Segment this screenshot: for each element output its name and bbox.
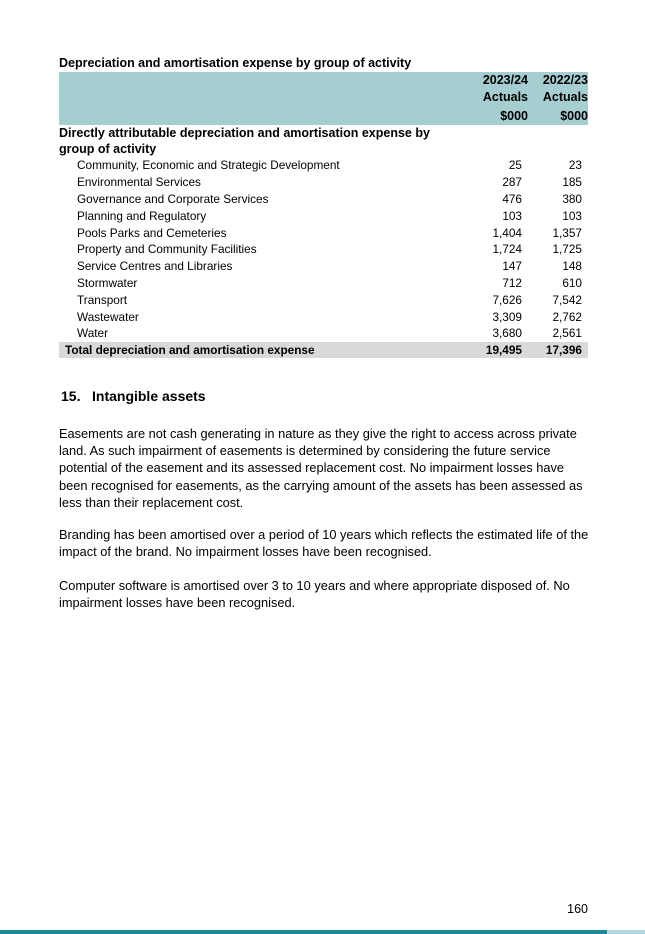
table-row: Property and Community Facilities 1,724 1,725 [77,242,582,257]
table-row: Wastewater 3,309 2,762 [77,309,582,324]
section-number: 15. [61,388,81,404]
table-total-row [59,342,588,358]
section-heading: Directly attributable depreciation and amortisation expense by group of activity [59,126,430,156]
table-row: Service Centres and Libraries 147 148 [77,259,582,274]
total-2022-23: 17,396 [528,342,588,358]
column-header-2023-24 [468,72,528,125]
header-blank-cell [59,72,468,125]
paragraph-easements: Easements are not cash generating in nature as they give the right to access across private land. As such impairment of easements is determined by considering the future service potential of the easement and its assessed replacement cost. No impairment losses have been recognised for easements, as the carrying amount of the assets has been assessed as less than their replacement cost. [59,426,583,510]
table-row: Stormwater 712 610 [77,275,582,290]
column-label: Actuals [482,90,528,104]
table-row: Water 3,680 2,561 [77,326,582,341]
column-label: Actuals [542,90,588,104]
section-title: Intangible assets [92,388,206,404]
table-section-row [59,125,588,157]
column-header-2022-23 [528,72,588,125]
column-year: 2022/23 [542,73,588,87]
page-number: 160 [567,902,588,916]
column-unit: $000 [560,109,588,123]
paragraph-branding: Branding has been amortised over a period of 10 years which reflects the estimated life of the impact of the brand. No impairment losses have been recognised. [59,527,589,560]
table-row: Governance and Corporate Services 476 380 [77,191,582,206]
column-year: 2023/24 [482,73,528,87]
section-heading-intangible-assets [61,388,206,404]
footer-accent [607,930,645,934]
table-title: Depreciation and amortisation expense by group of activity [59,56,412,70]
table-row: Environmental Services 287 185 [77,175,582,190]
column-unit: $000 [500,109,528,123]
paragraph-software: Computer software is amortised over 3 to 10 years and where appropriate disposed of. No impairment losses have been recognised. [59,578,570,611]
total-label: Total depreciation and amortisation expense [59,342,468,358]
depreciation-table [59,72,588,358]
footer-bar [0,930,645,934]
table-row: Pools Parks and Cemeteries 1,404 1,357 [77,225,582,240]
total-2023-24: 19,495 [468,342,528,358]
table-header-row [59,72,588,125]
table-row: Transport 7,626 7,542 [77,292,582,307]
table-row: Community, Economic and Strategic Development 25 23 [77,158,582,173]
table-row: Planning and Regulatory 103 103 [77,208,582,223]
